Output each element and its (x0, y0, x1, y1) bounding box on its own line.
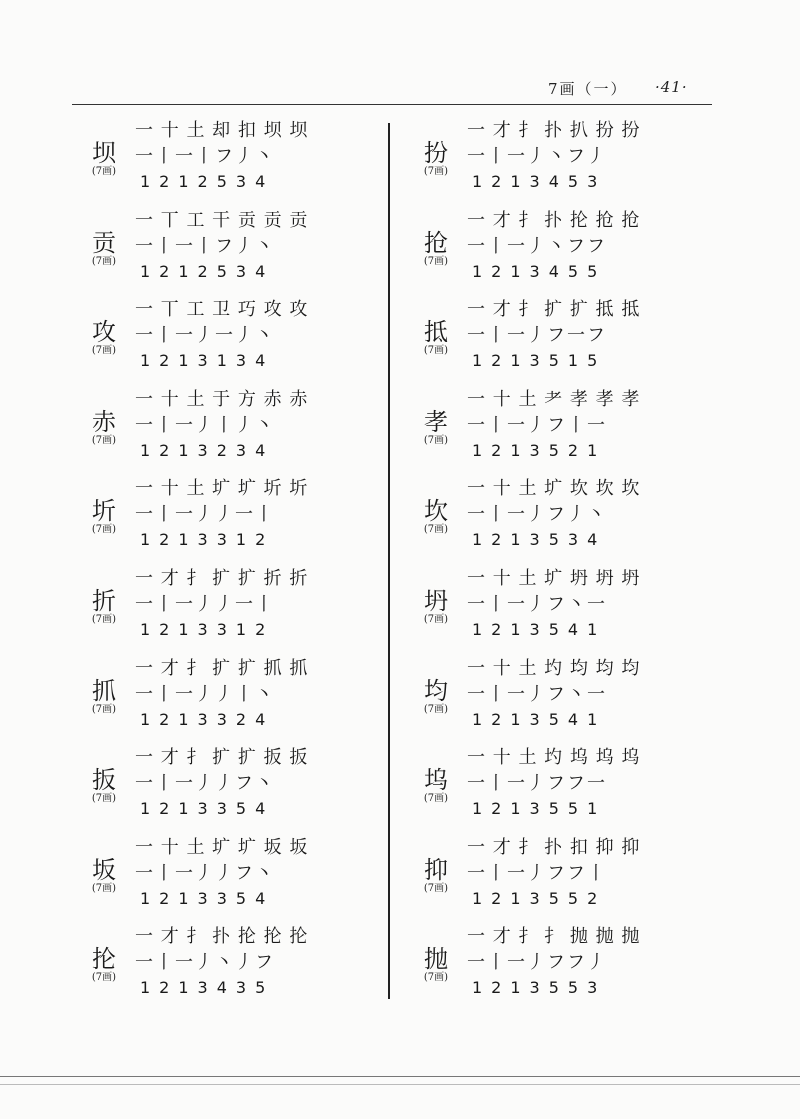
page-header (548, 78, 708, 102)
character-entry (80, 568, 380, 658)
stroke-count-tag: (7画) (91, 166, 117, 177)
stroke-shapes: 一丨一丿丿フ丶 (135, 862, 275, 884)
character: 孝 (424, 407, 448, 436)
character: 抵 (424, 318, 448, 347)
stroke-shapes: 一丨一丿フフ丿 (467, 952, 607, 974)
stroke-sequence: 一 才 扌 扑 扣 抑 抑 (467, 836, 641, 858)
stroke-count-tag: (7画) (91, 524, 117, 536)
character-entry (412, 120, 712, 210)
stroke-count-tag: (7画) (91, 882, 117, 894)
character-entry (80, 210, 380, 300)
footer-rule (0, 1076, 800, 1077)
stroke-sequence: 一 十 土 圹 圹 坂 坂 (135, 836, 309, 858)
stroke-sequence: 一 才 扌 扑 抡 抡 抡 (135, 926, 309, 948)
stroke-codes: 1213354 (140, 799, 275, 819)
stroke-shapes: 一丨一丿フ丶一 (467, 683, 607, 705)
character: 坍 (424, 586, 448, 615)
stroke-sequence: 一 才 扌 扌 抛 抛 抛 (467, 926, 641, 948)
stroke-shapes: 一丨一丨フ丿丶 (135, 146, 275, 167)
stroke-sequence: 一 十 土 圴 均 均 均 (467, 657, 641, 679)
left-column (80, 120, 380, 1016)
character: 抢 (424, 228, 448, 257)
stroke-sequence: 一 十 土 圴 坞 坞 坞 (467, 747, 641, 769)
character: 坂 (92, 855, 116, 884)
right-column (412, 120, 712, 1016)
stroke-codes: 1213312 (140, 619, 275, 639)
stroke-codes: 1213553 (472, 978, 607, 998)
stroke-shapes: 一丨一丿丿一丨 (135, 504, 275, 526)
stroke-shapes: 一丨一丨フ丿丶 (135, 235, 275, 257)
character: 抛 (424, 945, 448, 974)
stroke-codes: 1213515 (472, 351, 607, 371)
stroke-shapes: 一丨一丿丶フフ (467, 235, 607, 257)
stroke-codes: 1213455 (472, 261, 607, 281)
stroke-codes: 1213234 (140, 440, 275, 460)
stroke-sequence: 一 才 扌 扑 扒 扮 扮 (467, 120, 641, 141)
stroke-count-tag: (7画) (91, 703, 117, 715)
character: 圻 (92, 497, 116, 526)
character-entry (412, 299, 712, 389)
stroke-sequence: 一 十 土 却 扣 坝 坝 (135, 120, 309, 141)
character-entry (412, 926, 712, 1016)
stroke-sequence: 一 才 扌 扩 扩 折 折 (135, 567, 309, 589)
character: 抑 (424, 855, 448, 884)
stroke-codes: 1212534 (140, 261, 275, 281)
stroke-sequence: 一 才 扌 扩 扩 抵 抵 (467, 299, 641, 321)
stroke-codes: 1213354 (140, 888, 275, 908)
character: 坞 (424, 766, 448, 795)
stroke-count-tag: (7画) (423, 255, 449, 267)
character-entry (80, 658, 380, 748)
stroke-shapes: 一丨一丿丿フ丶 (135, 773, 275, 795)
stroke-shapes: 一丨一丿フ丶一 (467, 593, 607, 615)
character-entry (412, 747, 712, 837)
stroke-shapes: 一丨一丿フ一フ (467, 325, 607, 347)
stroke-shapes: 一丨一丿丿丨丶 (135, 683, 275, 705)
stroke-shapes: 一丨一丿丨丿丶 (135, 414, 275, 436)
stroke-codes: 1212534 (140, 172, 275, 191)
stroke-sequence: 一 十 土 圹 圹 圻 圻 (135, 478, 309, 500)
stroke-count-tag: (7画) (423, 166, 449, 177)
stroke-codes: 1213552 (472, 888, 607, 908)
character-entry (80, 120, 380, 210)
stroke-count-tag: (7画) (423, 434, 449, 446)
character: 贡 (92, 228, 116, 257)
character-entry (412, 837, 712, 927)
stroke-codes: 1213453 (472, 172, 607, 191)
character: 坎 (424, 497, 448, 526)
character: 抡 (92, 945, 116, 974)
stroke-count-tag: (7画) (91, 793, 117, 805)
column-divider (388, 123, 390, 999)
stroke-count-tag: (7画) (423, 703, 449, 715)
stroke-sequence: 一 才 扌 扩 扩 扳 扳 (135, 747, 309, 769)
stroke-codes: 1213551 (472, 799, 607, 819)
stroke-count-tag: (7画) (91, 613, 117, 625)
stroke-shapes: 一丨一丿丶フ丿 (467, 146, 607, 167)
stroke-codes: 1213541 (472, 709, 607, 729)
stroke-shapes: 一丨一丿フフ一 (467, 773, 607, 795)
stroke-sequence: 一 才 扌 扑 抡 抢 抢 (467, 209, 641, 231)
stroke-shapes: 一丨一丿丶丿フ (135, 952, 275, 974)
stroke-codes: 1213435 (140, 978, 275, 998)
character-entry (412, 389, 712, 479)
stroke-codes: 1213312 (140, 530, 275, 550)
stroke-sequence: 一 丅 工 干 贡 贡 贡 (135, 209, 309, 231)
character: 扳 (92, 766, 116, 795)
character-entry (80, 926, 380, 1016)
character: 攻 (92, 318, 116, 347)
character: 赤 (92, 407, 116, 436)
stroke-count-tag: (7画) (423, 524, 449, 536)
character-entry (412, 478, 712, 568)
footer-rule-faint (0, 1084, 800, 1085)
stroke-sequence: 一 十 土 圹 坎 坎 坎 (467, 478, 641, 500)
stroke-codes: 1213541 (472, 619, 607, 639)
character: 折 (92, 586, 116, 615)
stroke-shapes: 一丨一丿丿一丨 (135, 593, 275, 615)
stroke-count-tag: (7画) (91, 434, 117, 446)
character-entry (80, 837, 380, 927)
page-number: ·41· (655, 78, 688, 96)
character: 抓 (92, 676, 116, 705)
stroke-count-tag: (7画) (91, 972, 117, 984)
character-entry (412, 568, 712, 658)
stroke-sequence: 一 才 扌 扩 扩 抓 抓 (135, 657, 309, 679)
stroke-codes: 1213534 (472, 530, 607, 550)
character-entry (412, 210, 712, 300)
stroke-count-tag: (7画) (423, 882, 449, 894)
character: 坝 (92, 139, 116, 167)
stroke-count-tag: (7画) (91, 345, 117, 357)
stroke-count-tag: (7画) (423, 345, 449, 357)
stroke-count-tag: (7画) (423, 613, 449, 625)
character-entry (412, 658, 712, 748)
stroke-sequence: 一 十 土 耂 孝 孝 孝 (467, 388, 641, 410)
character-entry (80, 478, 380, 568)
stroke-codes: 1213134 (140, 351, 275, 371)
character: 扮 (424, 139, 448, 167)
section-title: 7画（一） (548, 80, 628, 98)
character: 均 (424, 676, 448, 705)
character-entry (80, 747, 380, 837)
stroke-shapes: 一丨一丿フフ丨 (467, 862, 607, 884)
character-entry (80, 299, 380, 389)
stroke-sequence: 一 丅 工 卫 巧 攻 攻 (135, 299, 309, 321)
character-entry (80, 389, 380, 479)
stroke-count-tag: (7画) (91, 255, 117, 267)
stroke-shapes: 一丨一丿フ丿丶 (467, 504, 607, 526)
stroke-codes: 1213521 (472, 440, 607, 460)
stroke-sequence: 一 十 土 圹 坍 坍 坍 (467, 567, 641, 589)
stroke-count-tag: (7画) (423, 972, 449, 984)
stroke-codes: 1213324 (140, 709, 275, 729)
stroke-shapes: 一丨一丿一丿丶 (135, 325, 275, 347)
header-rule (72, 104, 712, 105)
stroke-sequence: 一 十 土 于 方 赤 赤 (135, 388, 309, 410)
stroke-count-tag: (7画) (423, 793, 449, 805)
stroke-shapes: 一丨一丿フ丨一 (467, 414, 607, 436)
